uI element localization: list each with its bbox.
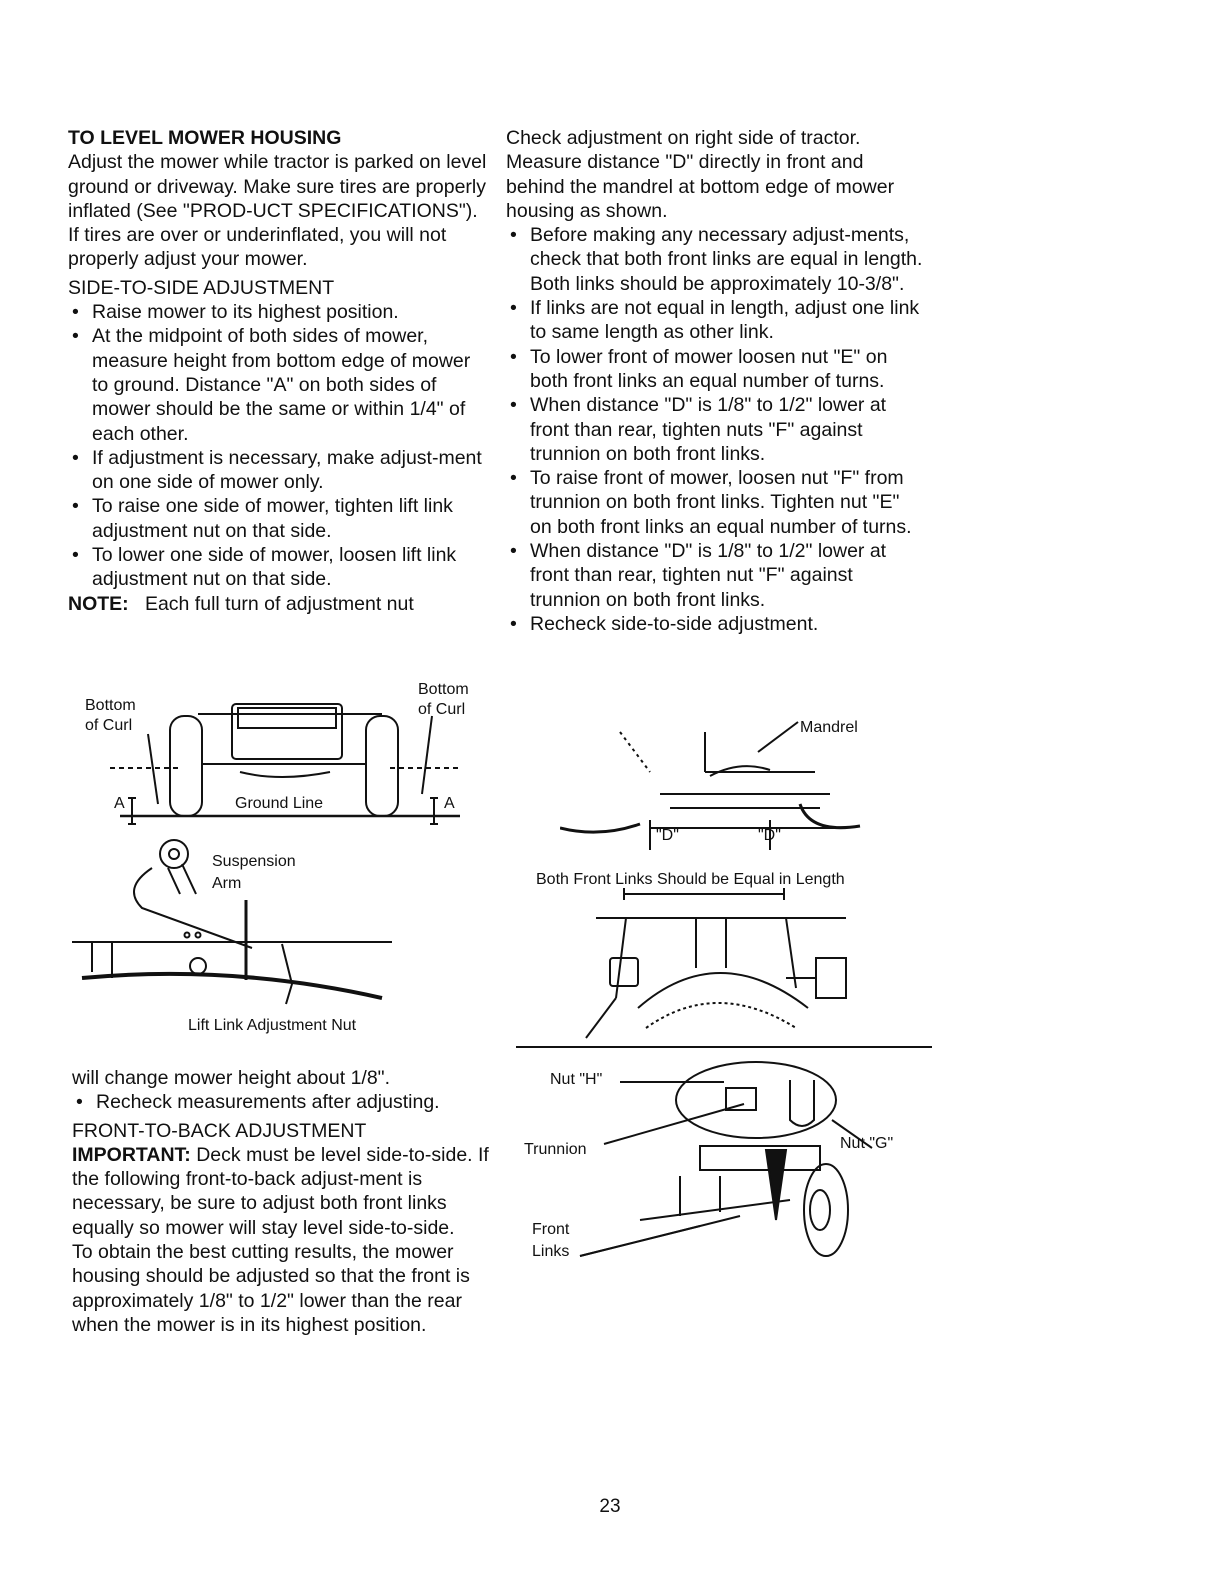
list-item: • To raise front of mower, loosen nut "F" from trunnion on both front links. Tighten nut "E" on both front links an equal number of turns. (506, 466, 926, 539)
important-text: Deck must be level side-to-side. If the following front-to-back adjust-ment is necessary, be sure to adjust both front links equally so mower will stay level side-to-side. (72, 1143, 489, 1239)
ground-line-figure (80, 676, 490, 826)
trunnion-label: Trunnion (524, 1141, 587, 1158)
right-column (506, 126, 926, 636)
mandrel-drawing (560, 716, 880, 866)
front-links-figure (536, 866, 916, 1046)
trunnion-drawing (520, 1060, 920, 1280)
list-item: • When distance "D" is 1/8" to 1/2" lower at front than rear, tighten nuts "F" against trunnion on both front links. (506, 393, 926, 466)
arm-label: Arm (212, 875, 242, 892)
best-results-paragraph: To obtain the best cutting results, the mower housing should be adjusted so that the front is approximately 1/8" to 1/2" lower than the rear when the mower is in its highest position. (72, 1241, 470, 1336)
right-bullet-list (506, 223, 926, 636)
list-item: • If adjustment is necessary, make adjust-ment on one side of mower only. (68, 446, 488, 495)
side-bullet-list (68, 300, 488, 592)
list-item: • Before making any necessary adjust-ments, check that both front links are equal in length. Both links should be approximately 10-3/8". (506, 223, 926, 296)
list-item: • Recheck measurements after adjusting. (72, 1090, 492, 1114)
note-line (68, 592, 488, 616)
front-to-back-heading: FRONT-TO-BACK ADJUSTMENT (72, 1119, 367, 1142)
list-item: • If links are not equal in length, adjust one link to same length as other link. (506, 296, 926, 345)
bottom-curl-left-line2: of Curl (85, 717, 133, 734)
list-item: • Recheck side-to-side adjustment. (506, 612, 926, 636)
section-heading: TO LEVEL MOWER HOUSING (68, 127, 342, 149)
note-continued: will change mower height about 1/8". (72, 1067, 391, 1089)
list-item: • To raise one side of mower, tighten lift link adjustment nut on that side. (68, 494, 488, 543)
left-column-continued (72, 1066, 492, 1337)
distance-d-front: "D" (656, 827, 679, 844)
nut-g-label: Nut "G" (840, 1135, 894, 1152)
bottom-curl-right-line2: of Curl (418, 701, 466, 718)
lift-link-nut-label: Lift Link Adjustment Nut (188, 1017, 357, 1034)
list-item: • Raise mower to its highest position. (68, 300, 488, 324)
bottom-curl-left-line1: Bottom (85, 697, 136, 714)
left-column (68, 126, 488, 616)
distance-d-rear: "D" (758, 827, 781, 844)
intro-paragraph: Adjust the mower while tractor is parked on level ground or driveway. Make sure tires are properly inflated (See "PROD-UCT SPECIFICATIONS"). If tires are over or underinflated, you will not properly adjust your mower. (68, 151, 487, 271)
suspension-label: Suspension (212, 853, 296, 870)
list-item: • To lower one side of mower, loosen lift link adjustment nut on that side. (68, 543, 488, 592)
dimension-a-left: A (114, 795, 125, 812)
bottom-curl-right-line1: Bottom (418, 681, 469, 698)
front-links-label-line2: Links (532, 1243, 570, 1260)
important-paragraph (72, 1143, 492, 1240)
note-label: NOTE: (68, 592, 129, 615)
list-item: • When distance "D" is 1/8" to 1/2" lower at front than rear, tighten nut "F" against trunnion on both front links. (506, 539, 926, 612)
nut-h-label: Nut "H" (550, 1071, 603, 1088)
figure-divider (516, 1046, 932, 1048)
front-links-label-line1: Front (532, 1221, 570, 1238)
side-to-side-heading: SIDE-TO-SIDE ADJUSTMENT (68, 276, 335, 299)
mandrel-figure (560, 716, 880, 866)
front-links-caption: Both Front Links Should be Equal in Length (536, 871, 845, 888)
trunnion-figure (520, 1060, 920, 1280)
note-text: Each full turn of adjustment nut (144, 592, 414, 615)
list-item: • At the midpoint of both sides of mower, measure height from bottom edge of mower to ground. Distance "A" on both sides of mower should be the same or within 1/4" of each other. (68, 324, 488, 445)
dimension-a-right: A (444, 795, 455, 812)
front-links-drawing (536, 888, 916, 1048)
page-number: 23 (599, 1496, 621, 1517)
suspension-arm-figure (72, 838, 412, 1038)
mandrel-label: Mandrel (800, 719, 858, 736)
list-item: • To lower front of mower loosen nut "E" on both front links an equal number of turns. (506, 345, 926, 394)
ground-line-label: Ground Line (232, 794, 326, 813)
recheck-list (72, 1090, 492, 1114)
right-intro: Check adjustment on right side of tractor. Measure distance "D" directly in front and behind the mandrel at bottom edge of mower housing as shown. (506, 127, 895, 222)
important-label: IMPORTANT: (72, 1143, 191, 1166)
